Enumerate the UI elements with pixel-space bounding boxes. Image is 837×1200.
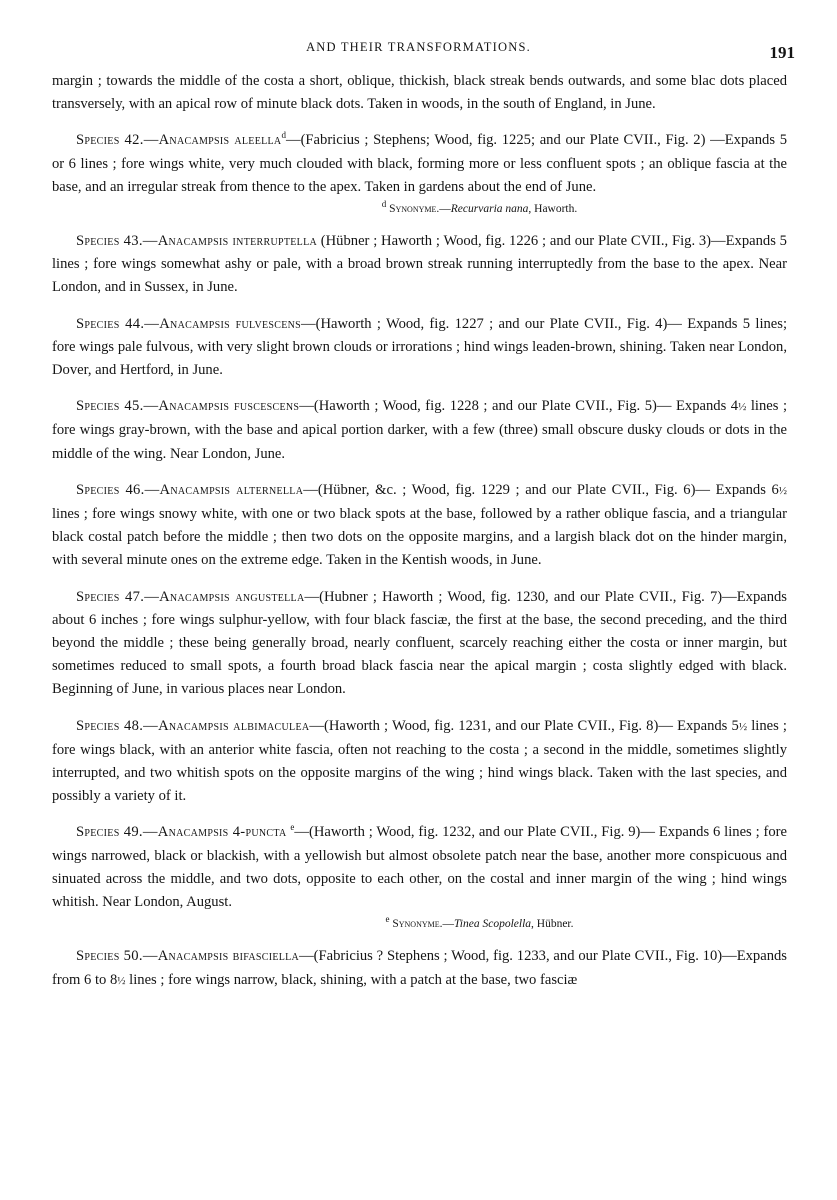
footnote-label: Synonyme.—	[389, 203, 451, 216]
species-entry-42	[52, 129, 787, 199]
species-entry-43	[52, 230, 787, 300]
species-label: Species 47.—	[76, 588, 160, 605]
footnote-label: Synonyme.—	[392, 918, 455, 931]
continuation-paragraph: margin ; towards the middle of the costa a short, oblique, thickish, black streak bends outwards, and some blac dots placed transversely, with an apical row of minute black dots. Taken in woods, in the south of England, in June.	[52, 73, 787, 113]
body-text	[52, 70, 787, 993]
species-entry-44	[52, 313, 787, 383]
species-text: —(Hübner, &c. ; Wood, fig. 1229 ; and our Plate CVII., Fig. 6)— Expands 6	[303, 481, 779, 498]
species-entry-49	[52, 821, 787, 914]
species-entry-47	[52, 586, 787, 702]
footnote-d	[172, 201, 787, 217]
synonym-author: , Haworth.	[528, 203, 578, 216]
species-entry-48	[52, 715, 787, 809]
species-text-cont: lines ; fore wings gray-brown, with the base and apical portion darker, with a few (three) small obscure dusky clouds or dots in the middle of the wing. Near London, June.	[52, 398, 787, 462]
species-name: Anacampsis angustella	[159, 588, 305, 605]
species-label: Species 50.—	[76, 948, 158, 965]
species-name: Anacampsis fulvescens	[159, 315, 302, 332]
footnote-marker: e	[290, 822, 295, 833]
species-entry-46	[52, 479, 787, 573]
footnote-e	[172, 916, 787, 932]
footnote-marker: d	[381, 199, 387, 210]
fraction: ½	[738, 401, 747, 414]
species-text-cont: lines ; fore wings snowy white, with one or two black spots at the base, followed by a rather oblique fascia, and a triangular black costal patch before the middle ; then two dots on the opposite margins, and a largish black dot on the hinder margin, with several minute ones on the extreme edge. Taken in the Kentish woods, in June.	[52, 506, 787, 569]
species-name: Anacampsis alternella	[159, 481, 304, 498]
species-entry-50	[52, 945, 787, 992]
species-text-cont: lines ; fore wings black, with an anterior white fascia, often not reaching to the costa ; a second in the middle, sometimes slightly interrupted, and two whitish spots on the opposite margins of the wing ; hind wings black. Taken with the last species, and possibly a variety of it.	[52, 717, 787, 805]
species-name: Anacampsis fuscescens	[158, 398, 300, 415]
fraction: ½	[117, 974, 126, 987]
species-name: Anacampsis 4-puncta	[157, 824, 287, 841]
species-text: —(Haworth ; Wood, fig. 1231, and our Plate CVII., Fig. 8)— Expands 5	[309, 717, 739, 734]
species-name: Anacampsis bifasciella	[157, 948, 300, 965]
species-label: Species 48.—	[76, 717, 159, 734]
footnote-marker: d	[281, 130, 286, 141]
species-text: —(Hubner ; Haworth ; Wood, fig. 1230, and our Plate CVII., Fig. 7)—Expands about 6 inches ; fore wings sulphur-yellow, with four black fasciæ, the first at the base, the second preceding, and the third beyond the middle ; these being generally broad, nearly confluent, scarcely reaching either the costa or inner margin, but sometimes reduced to small spots, a fourth broad black fascia near the apical margin ; costa slightly edged with black. Beginning of June, in various places near London.	[52, 588, 787, 698]
species-text-cont: lines ; fore wings narrow, black, shining, with a patch at the base, two fasciæ	[125, 971, 578, 988]
species-name: Anacampsis aleella	[158, 132, 282, 149]
species-name: Anacampsis interruptella	[157, 233, 317, 250]
species-label: Species 44.—	[76, 315, 160, 332]
species-label: Species 49.—	[76, 824, 158, 841]
running-title: AND THEIR TRANSFORMATIONS.	[306, 40, 531, 54]
species-label: Species 45.—	[76, 398, 159, 415]
fraction: ½	[778, 484, 788, 497]
fraction: ½	[738, 720, 748, 733]
species-text: —(Haworth ; Wood, fig. 1232, and our Plate CVII., Fig. 9)— Expands 6 lines ; fore wings narrowed, black or blackish, with a yellowish but almost obsolete patch near the base, another more conspicuous and sinuated across the middle, and two dots, opposite to each other, on the costal and inner margin of the wing ; hind wings whitish. Near London, August.	[52, 824, 788, 911]
page-number: 191	[769, 43, 795, 62]
synonym-term: Tinea Scopolella	[454, 918, 532, 931]
synonym-term: Recurvaria nana	[450, 203, 529, 216]
species-name: Anacampsis albimaculea	[158, 717, 310, 734]
synonym-author: , Hübner.	[531, 918, 574, 931]
species-text: (Hübner ; Haworth ; Wood, fig. 1226 ; and our Plate CVII., Fig. 3)—Expands 5 lines ; fore wings somewhat ashy or pale, with a broad brown streak running interruptedly from the base to the apex. Near London, and in Sussex, in June.	[52, 233, 787, 296]
species-text: —(Haworth ; Wood, fig. 1228 ; and our Plate CVII., Fig. 5)— Expands 4	[299, 398, 739, 415]
species-text: —(Fabricius ? Stephens ; Wood, fig. 1233, and our Plate CVII., Fig. 10)—Expands from 6 to 8	[52, 948, 787, 988]
species-text: —(Fabricius ; Stephens; Wood, fig. 1225; and our Plate CVII., Fig. 2) —Expands 5 or 6 lines ; fore wings white, very much clouded with black, forming more or less confluent spots ; an oblique fascia at the base, and an irregular streak from thence to the apex. Taken in gardens about the end of June.	[52, 132, 787, 195]
species-entry-45	[52, 395, 787, 466]
species-label: Species 43.—	[76, 233, 158, 250]
footnote-marker: e	[385, 914, 390, 925]
species-label: Species 42.—	[76, 132, 159, 149]
species-text: —(Haworth ; Wood, fig. 1227 ; and our Plate CVII., Fig. 4)— Expands 5 lines; fore wings pale fulvous, with very slight brown clouds or irrorations ; hind wings leaden-brown, shining. Taken near London, Dover, and Hertford, in June.	[52, 315, 788, 379]
species-label: Species 46.—	[76, 481, 160, 498]
